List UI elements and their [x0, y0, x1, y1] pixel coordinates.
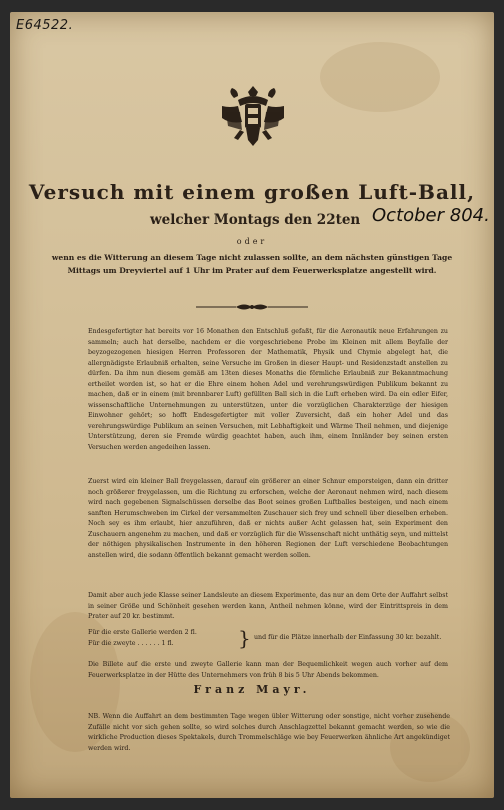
- handwritten-date: October 804.: [372, 205, 490, 226]
- ornament-divider-icon: [196, 302, 308, 312]
- weather-condition-text: wenn es die Witterung an diesem Tage nicht zulassen sollte, an dem nächsten günstigen Tage Mittags um Dreyviertel auf 1 Uhr im Prater auf dem Feuerwerksplatze angestellt wird.: [51, 253, 453, 275]
- oder-label: oder: [236, 237, 268, 246]
- subtitle: welcher Montags den 22ten: [150, 212, 361, 228]
- price-enclosure: und für die Plätze innerhalb der Einfassung 30 kr. bezahlt.: [254, 634, 442, 641]
- price-list: [88, 627, 448, 649]
- brace-glyph: }: [238, 626, 251, 650]
- paragraph-tickets: Die Billete auf die erste und zweyte Gallerie kann man der Bequemlichkeit wegen auch vorher auf dem Feuerwerksplatze in der Hütte des Unternehmers von früh 8 bis 5 Uhr Abends bekommen.: [88, 661, 448, 679]
- document-title: Versuch mit einem großen Luft-Ball,: [28, 180, 476, 204]
- paper-stain: [320, 42, 440, 112]
- shelfmark: E64522.: [16, 18, 74, 33]
- paragraph-procedure: Zuerst wird ein kleiner Ball freygelassen, darauf ein größerer an einer Schnur emporsteigen, dann ein dritter noch größerer freygelassen, um die Richtung zu erforschen, welche der Aeronaut nehmen wird, nach diesem wird nach gegebenen Signalschüssen derselbe das Boot seines großen Luftballes besteigen, und nach einem sanften Herumschweben im Cirkel der versammelten Zuschauer sich frey und schnell über dieselben erheben. Noch sey es ihm erlaubt, hier anzuführen, daß er nichts außer Acht gelassen hat, sein Experiment den Zuschauern angenehm zu machen, und daß er vorzüglich für die Wissenschaft nicht unthätig seyn, und mittelst der nöthigen physikalischen Instrumente in den höheren Regionen der Luft verschiedene Beobachtungen anstellen wird, die sodann öffentlich bekannt gemacht werden sollen.: [88, 478, 448, 559]
- signature: Franz Mayr.: [193, 683, 311, 696]
- paragraph-intro: Endesgefertigter hat bereits vor 16 Monathen den Entschluß gefaßt, für die Aeronautik neue Erfahrungen zu sammeln; auch hat derselbe, nachdem er die vorgeschriebene Probe im Kleinen mit allem Beyfalle der beyzogezogenen hiesigen Herren Professoren der Mathematik, Physik und Chymie abgelegt hat, die allergnädigste Erlaubniß erhalten, seine Versuche im Großen in dieser Haupt- und Residenzstadt anstellen zu dürfen. Da ihm nun diesem gemäß am 13ten dieses Monaths die förmliche Erlaubniß zur Bekanntmachung ertheilet worden ist, so hat er die Ehre einem hohen Adel und verehrungswürdigen Publikum bekannt zu machen, daß er in einem (mit brennbarer Luft) gefüllten Ball sich in die Luft erheben wird. Da ein edler Eifer, wissenschaftliche Unternehmungen zu unterstützen, unter die vorzüglichen Charakterzüge der hiesigen Einwohner gehört; so hofft Endesgefertigter mit voller Zuversicht, daß ein hoher Adel und das verehrungswürdige Publikum an seinen Versuchen, mit Lebhaftigkeit und Wärme Theil nehmen, und diejenige Unterstützung, deren sie Fremde würdig geachtet haben, auch ihm, einem Innländer bey seinen ersten Versuchen werden angedeihen lassen.: [88, 328, 448, 451]
- double-headed-eagle-icon: [218, 82, 288, 152]
- nota-bene: NB. Wenn die Auffahrt an dem bestimmten Tage wegen übler Witterung oder sonstige, nicht vorher zusehende Zufälle nicht vor sich gehen sollte, so wird solches durch Anschlagzettel bekannt gemacht werden, so wie die wirkliche Production dieses Spektakels, durch Trommelschläge wie bey Feuerwerken ähnliche Art angekündiget werden wird.: [88, 713, 450, 752]
- price-second-gallery: Für die zweyte . . . . . . 1 fl.: [88, 640, 174, 647]
- price-first-gallery: Für die erste Gallerie werden 2 fl.: [88, 629, 197, 636]
- paragraph-admission: Damit aber auch jede Klasse seiner Landsleute an diesem Experimente, das nur an dem Orte der Auffahrt selbst in seiner Größe und Schönheit gesehen werden kann, Antheil nehmen könne, wird der Eintrittspreis in dem Prater auf 20 kr. bestimmt.: [88, 592, 448, 620]
